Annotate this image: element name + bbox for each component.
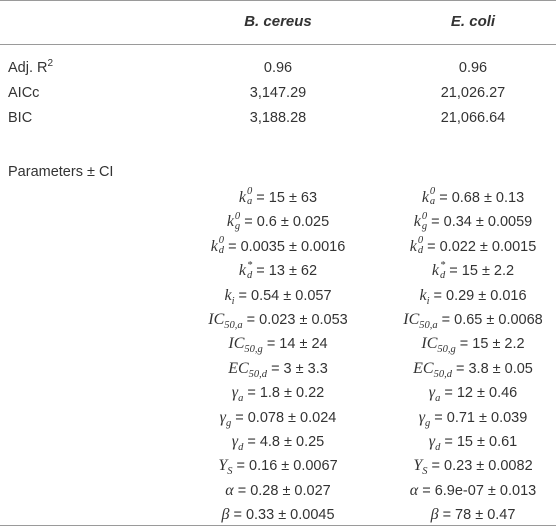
param-symbol-superscript: 0 xyxy=(417,235,424,247)
param-symbol-indices xyxy=(440,261,445,281)
param-cell-e-coli xyxy=(373,185,556,211)
param-symbol-subscript: 50,a xyxy=(419,320,438,331)
param-row xyxy=(0,453,556,479)
param-cell-e-coli xyxy=(373,209,556,235)
stat-row xyxy=(0,80,556,106)
param-symbol-subscript: a xyxy=(238,393,244,405)
param-cell-e-coli xyxy=(373,356,556,382)
stat-label-text: BIC xyxy=(8,110,33,126)
stat-value-e-coli: 21,066.64 xyxy=(440,110,506,126)
param-symbol-superscript: 0 xyxy=(247,186,253,198)
param-row xyxy=(0,429,556,455)
param-symbol xyxy=(226,210,241,232)
param-row xyxy=(0,478,556,504)
param-symbol xyxy=(409,235,424,257)
param-symbol-base: Y xyxy=(218,457,228,475)
param-value: = 15 ± 2.2 xyxy=(459,336,525,353)
param-cell-b-cereus xyxy=(178,283,378,309)
param-symbol xyxy=(210,235,225,257)
stat-row xyxy=(0,55,556,81)
param-symbol-base: α xyxy=(409,481,419,499)
param-symbol-indices xyxy=(247,187,252,207)
param-symbol xyxy=(413,359,452,380)
param-symbol-base: γ xyxy=(219,408,226,426)
param-symbol xyxy=(421,335,456,356)
param-value: = 0.023 ± 0.053 xyxy=(246,312,348,328)
param-symbol xyxy=(228,359,268,380)
param-symbol-superscript: * xyxy=(247,259,253,271)
param-cell-e-coli xyxy=(373,331,556,357)
param-symbol-base: k xyxy=(409,237,417,255)
param-symbol-base: β xyxy=(430,506,439,524)
stat-label-superscript: 2 xyxy=(47,58,54,69)
param-cell-b-cereus xyxy=(178,429,378,455)
param-value: = 0.65 ± 0.0068 xyxy=(441,312,543,328)
param-value: = 0.29 ± 0.016 xyxy=(433,287,527,304)
param-value: = 6.9e-07 ± 0.013 xyxy=(422,482,537,499)
param-cell-e-coli xyxy=(373,405,556,431)
param-symbol-subscript: g xyxy=(234,220,241,232)
param-symbol xyxy=(225,482,233,499)
param-symbol-indices xyxy=(430,187,435,207)
stat-value-e-coli: 21,026.27 xyxy=(440,85,506,101)
param-row xyxy=(0,405,556,431)
param-symbol xyxy=(418,408,431,429)
param-row xyxy=(0,307,556,333)
param-symbol xyxy=(419,286,430,307)
param-symbol-subscript: a xyxy=(429,196,436,208)
param-cell-b-cereus xyxy=(178,185,378,211)
param-symbol-subscript: 50,d xyxy=(433,368,452,380)
param-symbol-base: k xyxy=(419,286,427,304)
param-cell-e-coli xyxy=(373,429,556,455)
param-symbol-indices xyxy=(235,212,240,232)
param-cell-b-cereus xyxy=(178,356,378,382)
param-cell-b-cereus xyxy=(178,258,378,284)
param-symbol-indices xyxy=(219,236,224,256)
param-symbol-superscript: * xyxy=(440,259,446,271)
param-symbol-subscript: d xyxy=(440,269,446,281)
param-symbol-subscript: 50,g xyxy=(437,344,456,356)
stat-value-b-cereus: 0.96 xyxy=(263,60,293,76)
param-symbol-base: k xyxy=(226,213,234,231)
param-symbol xyxy=(224,286,235,307)
header-rule xyxy=(0,44,556,45)
param-symbol-subscript: 50,a xyxy=(224,320,243,331)
param-symbol-superscript: 0 xyxy=(218,235,225,247)
param-symbol xyxy=(221,506,229,523)
param-symbol-subscript: d xyxy=(247,269,253,281)
param-value: = 0.078 ± 0.024 xyxy=(235,409,337,426)
param-symbol-subscript: S xyxy=(227,466,233,478)
param-value: = 1.8 ± 0.22 xyxy=(247,385,325,402)
param-value: = 15 ± 63 xyxy=(256,190,318,206)
param-symbol-subscript: d xyxy=(435,442,441,453)
stat-label-text: AICc xyxy=(8,85,40,101)
param-value: = 0.23 ± 0.0082 xyxy=(431,458,533,475)
param-symbol-subscript: g xyxy=(425,417,431,429)
param-value: = 3.8 ± 0.05 xyxy=(455,360,533,377)
header-e-coli: E. coli xyxy=(450,13,496,30)
param-value: = 0.34 ± 0.0059 xyxy=(431,214,533,231)
param-value: = 0.6 ± 0.025 xyxy=(244,214,330,231)
param-symbol xyxy=(208,311,243,331)
param-symbol-subscript: d xyxy=(417,245,424,257)
param-row xyxy=(0,258,556,284)
param-symbol-base: k xyxy=(224,286,232,304)
param-value: = 14 ± 24 xyxy=(266,336,328,353)
param-value: = 0.68 ± 0.13 xyxy=(439,190,525,206)
param-row xyxy=(0,209,556,235)
param-symbol xyxy=(410,482,418,499)
params-label-row xyxy=(0,159,556,185)
param-symbol xyxy=(413,457,428,478)
param-symbol-subscript: a xyxy=(247,196,253,208)
param-row xyxy=(0,234,556,260)
param-symbol-base: EC xyxy=(228,359,249,377)
param-symbol-subscript: g xyxy=(225,417,232,429)
param-value: = 0.54 ± 0.057 xyxy=(238,287,332,304)
params-label: Parameters ± CI xyxy=(8,164,114,180)
param-symbol-base: γ xyxy=(231,384,239,402)
param-symbol-base: IC xyxy=(403,311,420,328)
param-symbol-superscript: 0 xyxy=(234,210,241,222)
header-row xyxy=(0,9,556,35)
table-top-rule xyxy=(0,0,556,1)
param-symbol-subscript: i xyxy=(231,295,235,307)
param-row xyxy=(0,283,556,309)
param-value: = 0.022 ± 0.0015 xyxy=(427,238,537,255)
param-symbol xyxy=(231,384,244,405)
param-cell-b-cereus xyxy=(178,478,378,504)
param-value: = 3 ± 3.3 xyxy=(271,360,328,377)
param-symbol-base: γ xyxy=(428,433,436,450)
param-symbol-base: γ xyxy=(418,408,425,426)
param-value: = 13 ± 62 xyxy=(256,263,318,280)
stat-row xyxy=(0,105,556,131)
param-cell-e-coli xyxy=(373,478,556,504)
param-symbol-base: γ xyxy=(231,433,239,450)
param-symbol xyxy=(421,186,436,208)
param-cell-e-coli xyxy=(373,258,556,284)
param-value: = 0.33 ± 0.0045 xyxy=(233,507,335,524)
param-row xyxy=(0,331,556,357)
param-symbol-indices xyxy=(247,261,252,281)
param-symbol xyxy=(231,433,244,453)
param-symbol-base: γ xyxy=(428,384,436,402)
param-symbol xyxy=(238,186,253,208)
param-symbol-indices xyxy=(418,236,423,256)
param-symbol-base: β xyxy=(221,506,230,524)
param-symbol-base: k xyxy=(421,189,429,206)
param-symbol xyxy=(238,259,253,281)
stat-label xyxy=(8,105,32,131)
param-symbol-base: EC xyxy=(413,359,434,377)
param-symbol xyxy=(228,335,263,356)
param-cell-b-cereus xyxy=(178,331,378,357)
param-value: = 0.0035 ± 0.0016 xyxy=(228,238,346,255)
stat-value-b-cereus: 3,147.29 xyxy=(249,85,307,101)
param-cell-b-cereus xyxy=(178,453,378,479)
param-cell-e-coli xyxy=(373,307,556,333)
param-symbol-superscript: 0 xyxy=(421,210,428,222)
param-symbol-subscript: d xyxy=(238,442,244,453)
stat-value-e-coli: 0.96 xyxy=(458,60,488,76)
param-symbol xyxy=(218,457,233,478)
param-row xyxy=(0,356,556,382)
param-symbol-base: α xyxy=(225,481,234,499)
param-value: = 15 ± 2.2 xyxy=(449,263,515,280)
param-value: = 12 ± 0.46 xyxy=(444,385,518,402)
param-symbol xyxy=(413,210,428,232)
param-symbol-base: IC xyxy=(228,335,245,353)
param-symbol-superscript: 0 xyxy=(429,186,436,198)
param-value: = 0.71 ± 0.039 xyxy=(434,409,528,426)
stat-label xyxy=(8,55,53,81)
param-symbol-base: k xyxy=(210,237,218,255)
param-symbol xyxy=(428,433,441,453)
param-cell-b-cereus xyxy=(178,380,378,406)
param-cell-b-cereus xyxy=(178,234,378,260)
param-symbol xyxy=(431,506,439,523)
param-symbol-indices xyxy=(422,212,427,232)
param-cell-e-coli xyxy=(373,380,556,406)
param-symbol-subscript: g xyxy=(421,220,428,232)
param-value: = 78 ± 0.47 xyxy=(442,507,516,524)
stat-label xyxy=(8,80,39,106)
param-symbol-base: k xyxy=(238,262,247,280)
param-cell-e-coli xyxy=(373,283,556,309)
param-symbol-base: k xyxy=(238,189,247,206)
param-symbol-base: k xyxy=(413,213,421,231)
param-value: = 0.16 ± 0.0067 xyxy=(236,458,338,475)
param-row xyxy=(0,185,556,211)
param-symbol-subscript: i xyxy=(426,295,430,307)
param-row xyxy=(0,380,556,406)
param-symbol-base: IC xyxy=(421,335,438,353)
param-symbol xyxy=(431,259,446,281)
param-symbol-base: Y xyxy=(413,457,423,475)
param-value: = 0.28 ± 0.027 xyxy=(237,482,331,499)
param-symbol-base: IC xyxy=(208,311,225,328)
param-symbol-subscript: 50,g xyxy=(244,344,263,356)
param-symbol-subscript: d xyxy=(218,245,225,257)
param-cell-e-coli xyxy=(373,453,556,479)
param-cell-b-cereus xyxy=(178,307,378,333)
param-value: = 15 ± 0.61 xyxy=(444,434,518,450)
param-cell-b-cereus xyxy=(178,405,378,431)
param-cell-e-coli xyxy=(373,234,556,260)
param-symbol-subscript: a xyxy=(435,393,441,405)
param-symbol-subscript: 50,d xyxy=(248,368,268,380)
param-symbol-base: k xyxy=(431,262,440,280)
param-value: = 4.8 ± 0.25 xyxy=(247,434,325,450)
stat-value-b-cereus: 3,188.28 xyxy=(249,110,307,126)
stat-label-text: Adj. R xyxy=(8,60,48,76)
param-symbol xyxy=(403,311,438,331)
param-symbol xyxy=(219,408,232,429)
param-cell-b-cereus xyxy=(178,209,378,235)
param-symbol-subscript: S xyxy=(422,466,428,478)
param-symbol xyxy=(428,384,441,405)
header-b-cereus: B. cereus xyxy=(244,13,312,30)
